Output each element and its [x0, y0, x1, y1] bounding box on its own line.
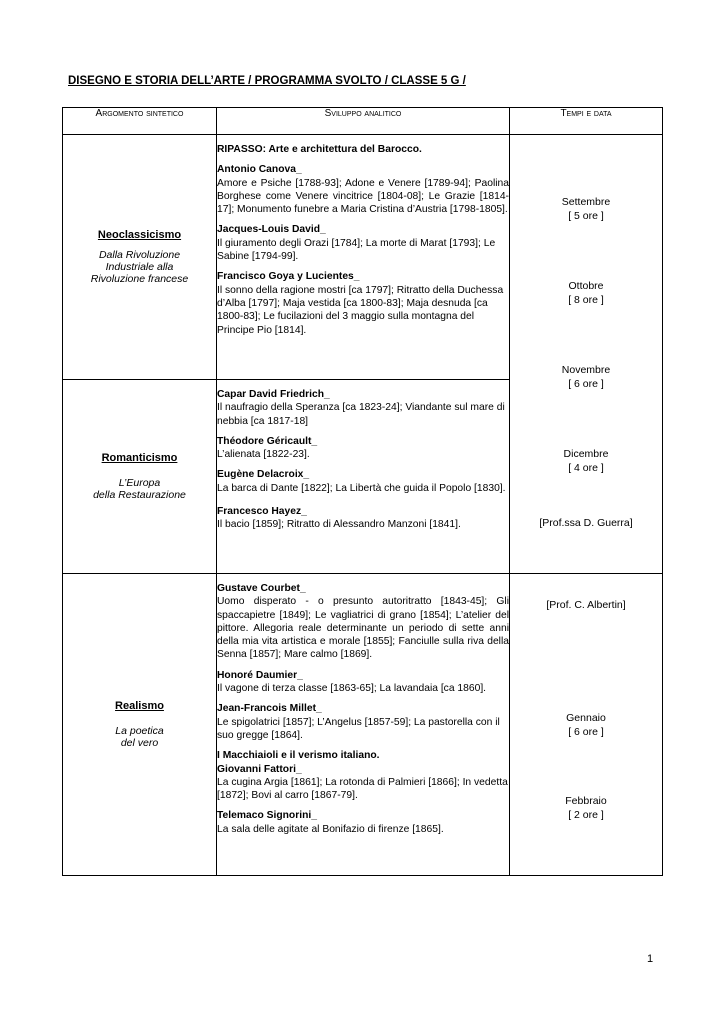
times-cell-2 — [510, 574, 663, 876]
header-argomento: Argomento sintetico — [63, 108, 217, 135]
content-block: Eugène Delacroix_ La barca di Dante [1822]; La Libertà che guida il Popolo [1830]. — [217, 469, 506, 494]
table-row — [63, 135, 663, 380]
content-cell — [217, 135, 510, 380]
content-block: Francesco Hayez_ Il bacio [1859]; Ritratto di Alessandro Manzoni [1841]. — [217, 506, 461, 531]
content-block: Jacques-Louis David_ Il giuramento degli Orazi [1784]; La morte di Marat [1793]; Le Sabine [1794-99]. — [217, 224, 496, 263]
content-cell — [217, 574, 510, 876]
document-title: DISEGNO E STORIA DELL’ARTE / PROGRAMMA SVOLTO / CLASSE 5 G / — [68, 75, 466, 87]
times-cell-1 — [510, 135, 663, 574]
content-block: Théodore Géricault_ L’alienata [1822-23]. — [217, 435, 318, 461]
topic-name: Neoclassicismo — [97, 229, 182, 241]
teacher-label: [Prof. C. Albertin] — [546, 599, 626, 611]
content-block: RIPASSO: Arte e architettura del Barocco. — [217, 144, 422, 155]
page-number: 1 — [647, 953, 654, 965]
time-entry: Dicembre [ 4 ore ] — [563, 448, 609, 474]
table-row — [63, 574, 663, 876]
topic-name: Realismo — [115, 700, 164, 712]
content-block: Francisco Goya y Lucientes_ Il sonno della ragione mostri [ca 1797]; Ritratto della Duchessa d’Alba [1797]; Maja vestida [ca 1800-83]; Maja desnuda [ca 1800-83]; Le fucilazioni del 3 maggio sulla montagna del Principe Pio [1814]. — [217, 271, 504, 336]
content-block: Gustave Courbet_ Uomo disperato - o presunto autoritratto [1843-45]; Gli spaccapietre [1849]; Le vagliatrici di grano [1854]; L’atelier del pittore. Allegoria reale determinante un periodo di sette anni della mia vita artistica e morale [1855]; Fanciulle sulla riva della Senna [1857]; Mare calmo [1869]. — [217, 583, 509, 661]
teacher-label: [Prof.ssa D. Guerra] — [539, 517, 633, 529]
content-cell — [217, 380, 510, 574]
topic-subtitle: Dalla Rivoluzione Industriale alla Rivoluzione francese — [90, 249, 189, 285]
topic-subtitle: L’Europa della Restaurazione — [93, 477, 186, 501]
time-entry: Febbraio [ 2 ore ] — [565, 795, 607, 821]
program-table — [62, 107, 663, 876]
content-block: I Macchiaioli e il verismo italiano. Giovanni Fattori_ La cugina Argia [1861]; La rotonda di Palmieri [1866]; In vedetta [1872]; Bovi al carro [1867-79]. — [217, 750, 508, 802]
content-block: Jean-Francois Millet_ Le spigolatrici [1857]; L’Angelus [1857-59]; La pastorella con il suo gregge [1864]. — [217, 703, 500, 741]
topic-cell — [63, 135, 217, 380]
content-block: Antonio Canova_ Amore e Psiche [1788-93]; Adone e Venere [1789-94]; Paolina Borghese come Venere vincitrice [1804-08]; Le Grazie [1814-17]; Monumento funebre a Maria Cristina d’Austria [1798-1805]. — [217, 164, 509, 216]
topic-cell — [63, 574, 217, 876]
time-entry: Gennaio [ 6 ore ] — [566, 712, 606, 738]
header-tempi: Tempi e data — [510, 108, 663, 135]
header-sviluppo: Sviluppo analitico — [217, 108, 510, 135]
time-entry: Settembre [ 5 ore ] — [561, 196, 611, 222]
content-block: Honoré Daumier_ Il vagone di terza classe [1863-65]; La lavandaia [ca 1860]. — [217, 669, 487, 695]
topic-name: Romanticismo — [101, 452, 178, 464]
topic-cell — [63, 380, 217, 574]
time-entry: Ottobre [ 8 ore ] — [568, 280, 604, 306]
table-header-row — [63, 108, 663, 135]
content-block: Telemaco Signorini_ La sala delle agitate al Bonifazio di firenze [1865]. — [217, 810, 444, 835]
content-block: Capar David Friedrich_ Il naufragio della Speranza [ca 1823-24]; Viandante sul mare di nebbia [ca 1817-18] — [217, 389, 505, 427]
time-entry: Novembre [ 6 ore ] — [561, 364, 611, 390]
topic-subtitle: La poetica del vero — [115, 725, 164, 749]
